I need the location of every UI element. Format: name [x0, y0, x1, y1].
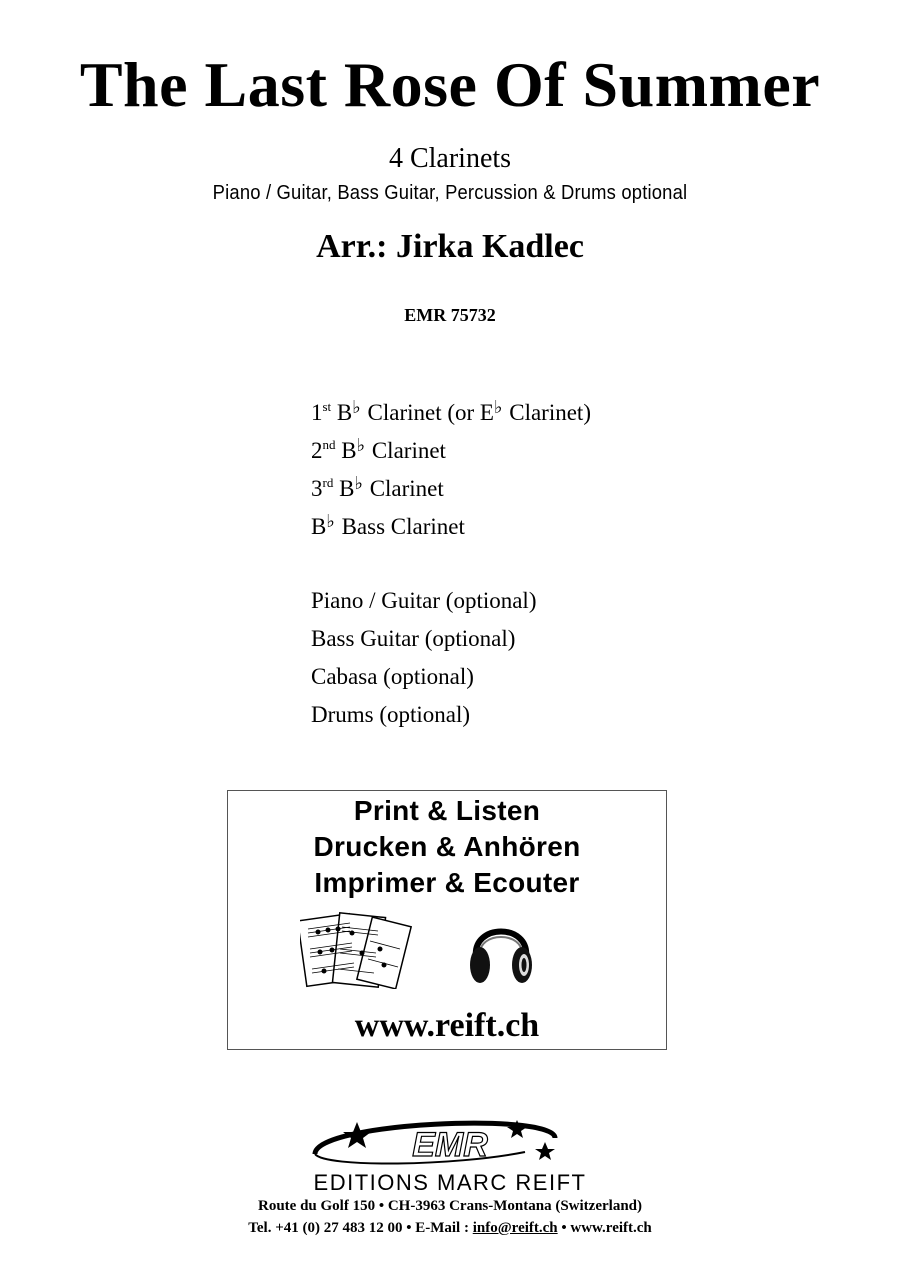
arranger-credit: Arr.: Jirka Kadlec [316, 228, 584, 265]
promo-line-fr: Imprimer & Ecouter [314, 867, 580, 898]
part-item: 2nd B♭ Clarinet [311, 435, 446, 463]
headphones-icon [466, 909, 536, 989]
emr-logo [255, 1108, 645, 1196]
promo-line-en: Print & Listen [353, 795, 541, 826]
parts-list-optional [311, 586, 711, 738]
flat-icon: ♭ [326, 511, 335, 531]
optional-part-item: Piano / Guitar (optional) [311, 588, 537, 613]
print-listen-box [227, 790, 667, 1050]
part-item: 3rd B♭ Clarinet [311, 473, 444, 501]
promo-line-de: Drucken & Anhören [313, 831, 581, 862]
optional-part-item: Bass Guitar (optional) [311, 626, 516, 651]
flat-icon: ♭ [352, 397, 361, 417]
logo-text: EMR [412, 1126, 488, 1164]
parts-list-main [311, 392, 711, 544]
flat-icon: ♭ [493, 397, 503, 417]
part-item: B♭ Bass Clarinet [311, 511, 465, 539]
sheet-music-icon [300, 911, 412, 989]
optional-part-item: Cabasa (optional) [311, 664, 474, 689]
flat-icon: ♭ [356, 435, 366, 455]
website-link[interactable]: www.reift.ch [354, 1007, 540, 1044]
publisher-name: EDITIONS MARC REIFT [313, 1170, 587, 1195]
flat-icon: ♭ [354, 473, 363, 493]
publisher-address: Route du Golf 150 • CH-3963 Crans-Montana (Switzerland) [258, 1198, 642, 1214]
instrumentation-subtitle: 4 Clarinets [388, 143, 512, 174]
part-item: 1st B♭ Clarinet (or E♭ Clarinet) [311, 397, 591, 425]
optional-part-item: Drums (optional) [311, 702, 471, 727]
page-title: The Last Rose Of Summer [79, 49, 821, 120]
optional-instruments-line: Piano / Guitar, Bass Guitar, Percussion & Drums optional [212, 182, 688, 204]
email-link[interactable]: info@reift.ch [472, 1220, 558, 1236]
catalog-number: EMR 75732 [404, 305, 496, 325]
publisher-contact: Tel. +41 (0) 27 483 12 00 • E-Mail : info@reift.ch • www.reift.ch [248, 1220, 652, 1236]
